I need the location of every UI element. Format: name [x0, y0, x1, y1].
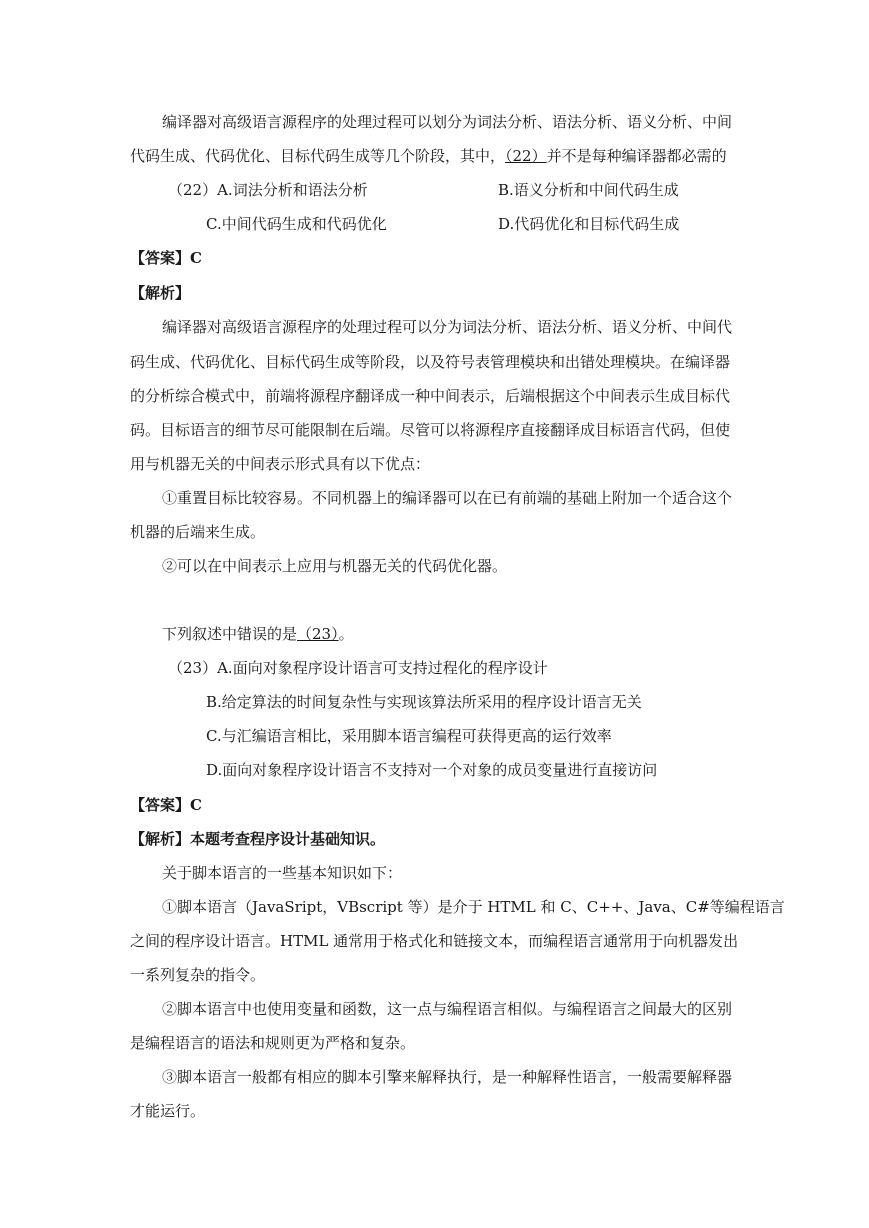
q22-option-d: D.代码优化和目标代码生成	[498, 215, 680, 233]
q23-blank: （23）	[297, 625, 339, 643]
q22-analysis-line2: 码生成、代码优化、目标代码生成等阶段，以及符号表管理模块和出错处理模块。在编译器	[130, 353, 731, 371]
q23-intro: 关于脚本语言的一些基本知识如下：	[162, 864, 403, 882]
q23-stem-tail: 。	[338, 625, 354, 643]
q22-stem-line1: 编译器对高级语言源程序的处理过程可以划分为词法分析、语法分析、语义分析、中间	[162, 113, 733, 131]
q22-analysis-line1: 编译器对高级语言源程序的处理过程可以分为词法分析、语法分析、语义分析、中间代	[162, 318, 733, 336]
q22-option-b: B.语义分析和中间代码生成	[498, 181, 679, 199]
q23-point1-line3: 一系列复杂的指令。	[130, 966, 266, 984]
q22-analysis-line3: 的分析综合模式中，前端将源程序翻译成一种中间表示，后端根据这个中间表示生成目标代	[130, 387, 731, 405]
q23-option-b: B.给定算法的时间复杂性与实现该算法所采用的程序设计语言无关	[206, 693, 642, 711]
q23-option-d: D.面向对象程序设计语言不支持对一个对象的成员变量进行直接访问	[206, 761, 658, 779]
q22-stem-line2	[130, 146, 750, 166]
q23-point2-line2: 是编程语言的语法和规则更为严格和复杂。	[130, 1034, 416, 1052]
q23-option-row1	[168, 658, 788, 678]
q22-analysis-line5: 用与机器无关的中间表示形式具有以下优点：	[130, 455, 431, 473]
q22-point2: ②可以在中间表示上应用与机器无关的代码优化器。	[162, 557, 508, 575]
q22-answer: 【答案】C	[130, 249, 202, 267]
q23-point2-line1: ②脚本语言中也使用变量和函数，这一点与编程语言相似。与编程语言之间最大的区别	[162, 1000, 733, 1018]
q23-option-number: （23）	[168, 659, 218, 677]
q23-option-c: C.与汇编语言相比，采用脚本语言编程可获得更高的运行效率	[206, 727, 612, 745]
q22-option-a: A.词法分析和语法分析	[217, 181, 368, 199]
q23-option-a: A.面向对象程序设计语言可支持过程化的程序设计	[217, 659, 548, 677]
q22-option-c: C.中间代码生成和代码优化	[206, 215, 387, 233]
q22-stem-text: 代码生成、代码优化、目标代码生成等几个阶段，其中，	[130, 147, 506, 165]
q23-point1-line1: ①脚本语言（JavaSript，VBscript 等）是介于 HTML 和 C、C++、Java、C#等编程语言	[162, 898, 785, 916]
q23-point3-line1: ③脚本语言一般都有相应的脚本引擎来解释执行，是一种解释性语言，一般需要解释器	[162, 1068, 733, 1086]
q23-point3-line2: 才能运行。	[130, 1102, 206, 1120]
q23-stem	[162, 624, 782, 644]
q23-answer: 【答案】C	[130, 796, 202, 814]
q23-stem-text: 下列叙述中错误的是	[162, 625, 298, 643]
q22-blank: （22）	[505, 147, 547, 165]
q22-analysis-label: 【解析】	[130, 284, 191, 302]
q22-point1-line1: ①重置目标比较容易。不同机器上的编译器可以在已有前端的基础上附加一个适合这个	[162, 489, 733, 507]
q22-option-number: （22）	[168, 181, 218, 199]
q22-stem-tail: 并不是每种编译器都必需的	[546, 147, 727, 165]
q23-analysis-label: 【解析】本题考查程序设计基础知识。	[130, 830, 386, 848]
q22-analysis-line4: 码。目标语言的细节尽可能限制在后端。尽管可以将源程序直接翻译成目标语言代码，但使	[130, 421, 731, 439]
q23-point1-line2: 之间的程序设计语言。HTML 通常用于格式化和链接文本，而编程语言通常用于向机器发出	[130, 932, 739, 950]
q22-point1-line2: 机器的后端来生成。	[130, 523, 266, 541]
